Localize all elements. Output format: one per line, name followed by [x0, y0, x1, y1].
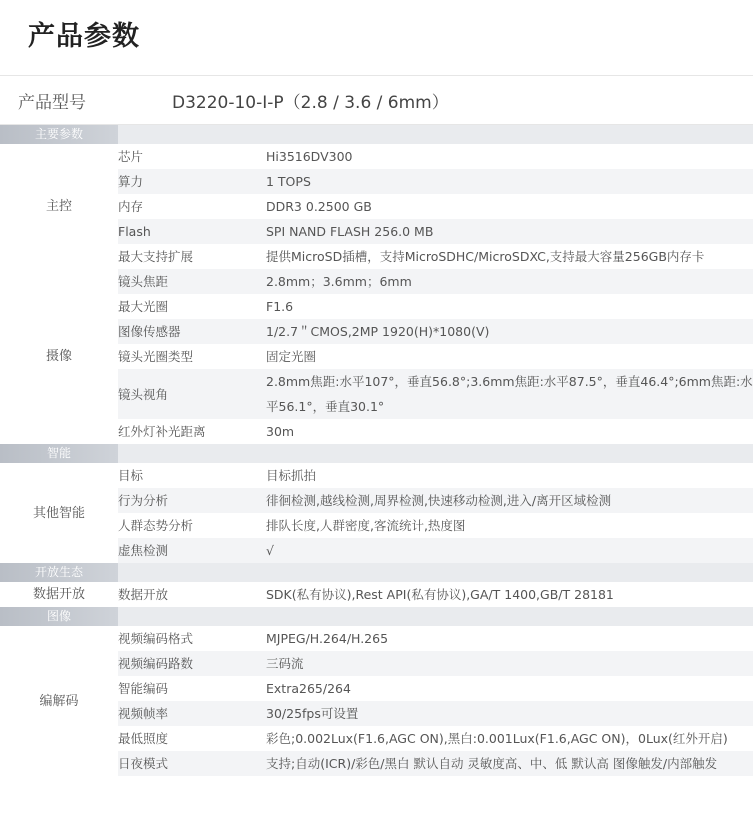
- section-heading-label: 图像: [0, 607, 118, 626]
- model-label: 产品型号: [18, 92, 86, 113]
- group-label: 数据开放: [0, 582, 118, 607]
- table-row: [0, 144, 753, 169]
- row-name: 芯片: [118, 144, 266, 169]
- group-label: 摄像: [0, 269, 118, 444]
- spec-table: [0, 125, 753, 776]
- table-row: [0, 582, 753, 607]
- section-heading-row: [0, 563, 753, 582]
- row-value: 2.8mm；3.6mm；6mm: [266, 269, 753, 294]
- section-heading-fill: [266, 444, 753, 463]
- row-value: 2.8mm焦距:水平107°，垂直56.8°;3.6mm焦距:水平87.5°，垂直46.4°;6mm焦距:水平56.1°，垂直30.1°: [266, 369, 753, 419]
- row-value: √: [266, 538, 753, 563]
- row-name: 图像传感器: [118, 319, 266, 344]
- row-name: 视频编码格式: [118, 626, 266, 651]
- row-name: 镜头焦距: [118, 269, 266, 294]
- row-name: 虚焦检测: [118, 538, 266, 563]
- row-name: 视频编码路数: [118, 651, 266, 676]
- row-value: MJPEG/H.264/H.265: [266, 626, 753, 651]
- section-heading-row: [0, 125, 753, 144]
- table-row: [0, 626, 753, 651]
- section-heading-fill: [118, 125, 266, 144]
- row-name: 目标: [118, 463, 266, 488]
- row-value: 目标抓拍: [266, 463, 753, 488]
- section-heading-label: 主要参数: [0, 125, 118, 144]
- row-name: 最大支持扩展: [118, 244, 266, 269]
- row-value: 支持;自动(ICR)/彩色/黑白 默认自动 灵敏度高、中、低 默认高 图像触发/内部触发: [266, 751, 753, 776]
- row-name: 最大光圈: [118, 294, 266, 319]
- row-name: 视频帧率: [118, 701, 266, 726]
- section-heading-row: [0, 607, 753, 626]
- row-value: 1 TOPS: [266, 169, 753, 194]
- group-label: 主控: [0, 144, 118, 269]
- row-value: SPI NAND FLASH 256.0 MB: [266, 219, 753, 244]
- section-heading-fill: [118, 563, 266, 582]
- row-name: 镜头视角: [118, 369, 266, 419]
- section-heading-label: 智能: [0, 444, 118, 463]
- row-value: 排队长度,人群密度,客流统计,热度图: [266, 513, 753, 538]
- row-name: Flash: [118, 219, 266, 244]
- row-value: 固定光圈: [266, 344, 753, 369]
- section-heading-fill: [118, 444, 266, 463]
- table-row: [0, 269, 753, 294]
- row-value: 30m: [266, 419, 753, 444]
- row-value: 三码流: [266, 651, 753, 676]
- section-heading-fill: [118, 607, 266, 626]
- section-heading-fill: [266, 563, 753, 582]
- section-heading-fill: [266, 125, 753, 144]
- row-value: Extra265/264: [266, 676, 753, 701]
- row-name: 行为分析: [118, 488, 266, 513]
- row-value: Hi3516DV300: [266, 144, 753, 169]
- row-name: 人群态势分析: [118, 513, 266, 538]
- row-value: 徘徊检测,越线检测,周界检测,快速移动检测,进入/离开区域检测: [266, 488, 753, 513]
- row-name: 智能编码: [118, 676, 266, 701]
- row-name: 内存: [118, 194, 266, 219]
- section-heading-label: 开放生态: [0, 563, 118, 582]
- row-name: 红外灯补光距离: [118, 419, 266, 444]
- section-heading-row: [0, 444, 753, 463]
- group-label: 其他智能: [0, 463, 118, 563]
- row-value: 30/25fps可设置: [266, 701, 753, 726]
- row-value: F1.6: [266, 294, 753, 319]
- row-name: 日夜模式: [118, 751, 266, 776]
- model-value: D3220-10-I-P（2.8 / 3.6 / 6mm）: [172, 92, 449, 113]
- row-name: 数据开放: [118, 582, 266, 607]
- model-row: [0, 75, 753, 125]
- row-value: 彩色;0.002Lux(F1.6,AGC ON),黑白:0.001Lux(F1.6,AGC ON)，0Lux(红外开启): [266, 726, 753, 751]
- row-name: 镜头光圈类型: [118, 344, 266, 369]
- row-value: 1/2.7＂CMOS,2MP 1920(H)*1080(V): [266, 319, 753, 344]
- section-heading-fill: [266, 607, 753, 626]
- row-name: 最低照度: [118, 726, 266, 751]
- page-title: 产品参数: [28, 21, 140, 52]
- table-row: [0, 463, 753, 488]
- row-value: DDR3 0.2500 GB: [266, 194, 753, 219]
- row-value: SDK(私有协议),Rest API(私有协议),GA/T 1400,GB/T 28181: [266, 582, 753, 607]
- group-label: 编解码: [0, 626, 118, 776]
- row-name: 算力: [118, 169, 266, 194]
- row-value: 提供MicroSD插槽，支持MicroSDHC/MicroSDXC,支持最大容量256GB内存卡: [266, 244, 753, 269]
